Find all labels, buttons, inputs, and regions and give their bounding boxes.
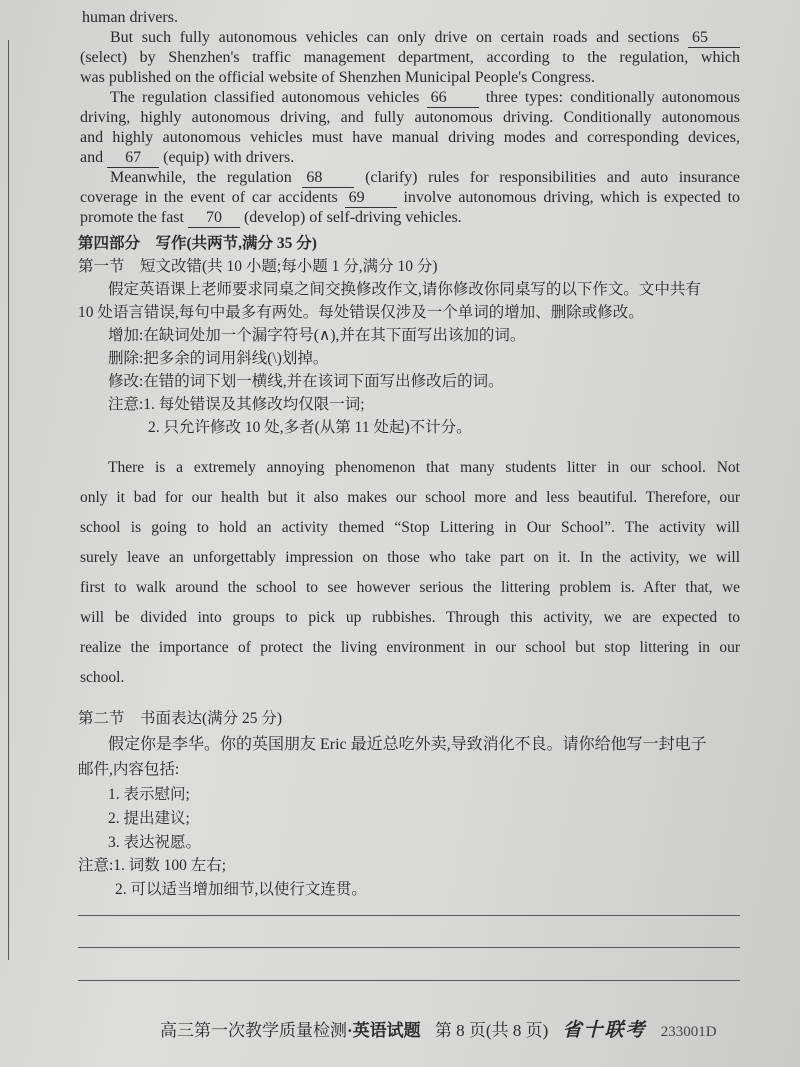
text: and [80, 149, 104, 166]
content-item: 3. 表达祝愿。 [108, 834, 202, 851]
passage-line [80, 208, 462, 228]
blank-65: 65 [688, 29, 740, 48]
subject: ·英语试题 [347, 1021, 421, 1040]
text: There is a extremely annoying phenomenon that many students litter in our school. Not [108, 459, 740, 476]
note: 2. 只允许修改 10 处,多者(从第 11 处起)不计分。 [148, 419, 472, 436]
passage-line: and highly autonomous vehicles must have manual driving modes and corresponding devices, [80, 129, 740, 146]
essay-line: only it bad for our health but it also makes our school more and less beautiful. Therefore, our [80, 489, 740, 506]
page-number: 第 8 页(共 8 页) [434, 1021, 549, 1040]
text: (develop) of self-driving vehicles. [243, 209, 462, 226]
passage-line: was published on the official website of Shenzhen Municipal People's Congress. [80, 69, 595, 86]
rule-add: 增加:在缺词处加一个漏字符号(∧),并在其下面写出该加的词。 [108, 327, 526, 344]
blank-66: 66 [427, 89, 479, 108]
exam-title: 高三第一次教学质量检测 [160, 1021, 347, 1040]
section2-intro: 邮件,内容包括: [78, 761, 180, 778]
section1-heading: 第一节 短文改错(共 10 小题;每小题 1 分,满分 10 分) [78, 258, 438, 275]
section1-intro: 假定英语课上老师要求同桌之间交换修改作文,请你修改你同桌写的以下作文。文中共有 [108, 281, 701, 298]
text: coverage in the event of car accidents [80, 189, 338, 206]
essay-line: first to walk around the school to see however serious the littering problem is. After that, we [80, 579, 740, 596]
text: The regulation classified autonomous vehicles [110, 89, 420, 106]
section2-heading: 第二节 书面表达(满分 25 分) [78, 710, 283, 727]
page-margin-line [8, 40, 9, 960]
section1-intro: 10 处语言错误,每句中最多有两处。每处错误仅涉及一个单词的增加、删除或修改。 [78, 304, 644, 321]
part4-heading: 第四部分 写作(共两节,满分 35 分) [78, 235, 317, 252]
passage-line [80, 28, 740, 48]
exam-logo: 省十联考 [562, 1020, 647, 1041]
essay-line: realize the importance of protect the living environment in our school but stop littering in our [80, 639, 740, 656]
essay-line [80, 458, 740, 478]
essay-line: will be divided into groups to pick up rubbishes. Through this activity, we are expected to [80, 609, 740, 626]
answer-line [78, 980, 740, 981]
rule-delete: 删除:把多余的词用斜线(\)划掉。 [108, 350, 329, 367]
text: But such fully autonomous vehicles can only drive on certain roads and sections [110, 29, 680, 46]
content-item: 1. 表示慰问; [108, 786, 190, 803]
answer-line [78, 947, 740, 948]
passage-line [80, 88, 740, 108]
passage-line [80, 148, 294, 168]
essay-line: surely leave an unforgettably impression on those who take part on it. In the activity, we will [80, 549, 740, 566]
text: promote the fast [80, 209, 184, 226]
passage-line: driving, highly autonomous driving, and fully autonomous driving. Conditionally autonomous [80, 109, 740, 126]
note: 2. 可以适当增加细节,以使行文连贯。 [115, 881, 367, 898]
blank-69: 69 [345, 189, 397, 208]
rule-modify: 修改:在错的词下划一横线,并在该词下面写出修改后的词。 [108, 373, 504, 390]
passage-line: human drivers. [82, 9, 178, 26]
text: (equip) with drivers. [163, 149, 295, 166]
text: Meanwhile, the regulation [110, 169, 292, 186]
answer-line [78, 915, 740, 916]
passage-line [80, 168, 740, 188]
passage-line [80, 188, 740, 208]
content-item: 2. 提出建议; [108, 810, 190, 827]
section2-intro: 假定你是李华。你的英国朋友 Eric 最近总吃外卖,导致消化不良。请你给他写一封电子 [108, 736, 707, 753]
note: 注意:1. 每处错误及其修改均仅限一词; [108, 396, 365, 413]
text: three types: conditionally autonomous [485, 89, 741, 106]
blank-67: 67 [107, 149, 159, 168]
essay-line: school. [80, 669, 125, 686]
passage-line: (select) by Shenzhen's traffic management department, according to the regulation, which [80, 49, 740, 66]
blank-70: 70 [188, 209, 240, 228]
blank-68: 68 [302, 169, 354, 188]
text: (clarify) rules for responsibilities and auto insurance [365, 169, 741, 186]
exam-code: 233001D [660, 1024, 717, 1040]
essay-line: school is going to hold an activity themed “Stop Littering in Our School”. The activity will [80, 519, 740, 536]
page-footer [160, 1015, 727, 1042]
note: 注意:1. 词数 100 左右; [78, 857, 227, 874]
text: involve autonomous driving, which is expected to [403, 189, 741, 206]
